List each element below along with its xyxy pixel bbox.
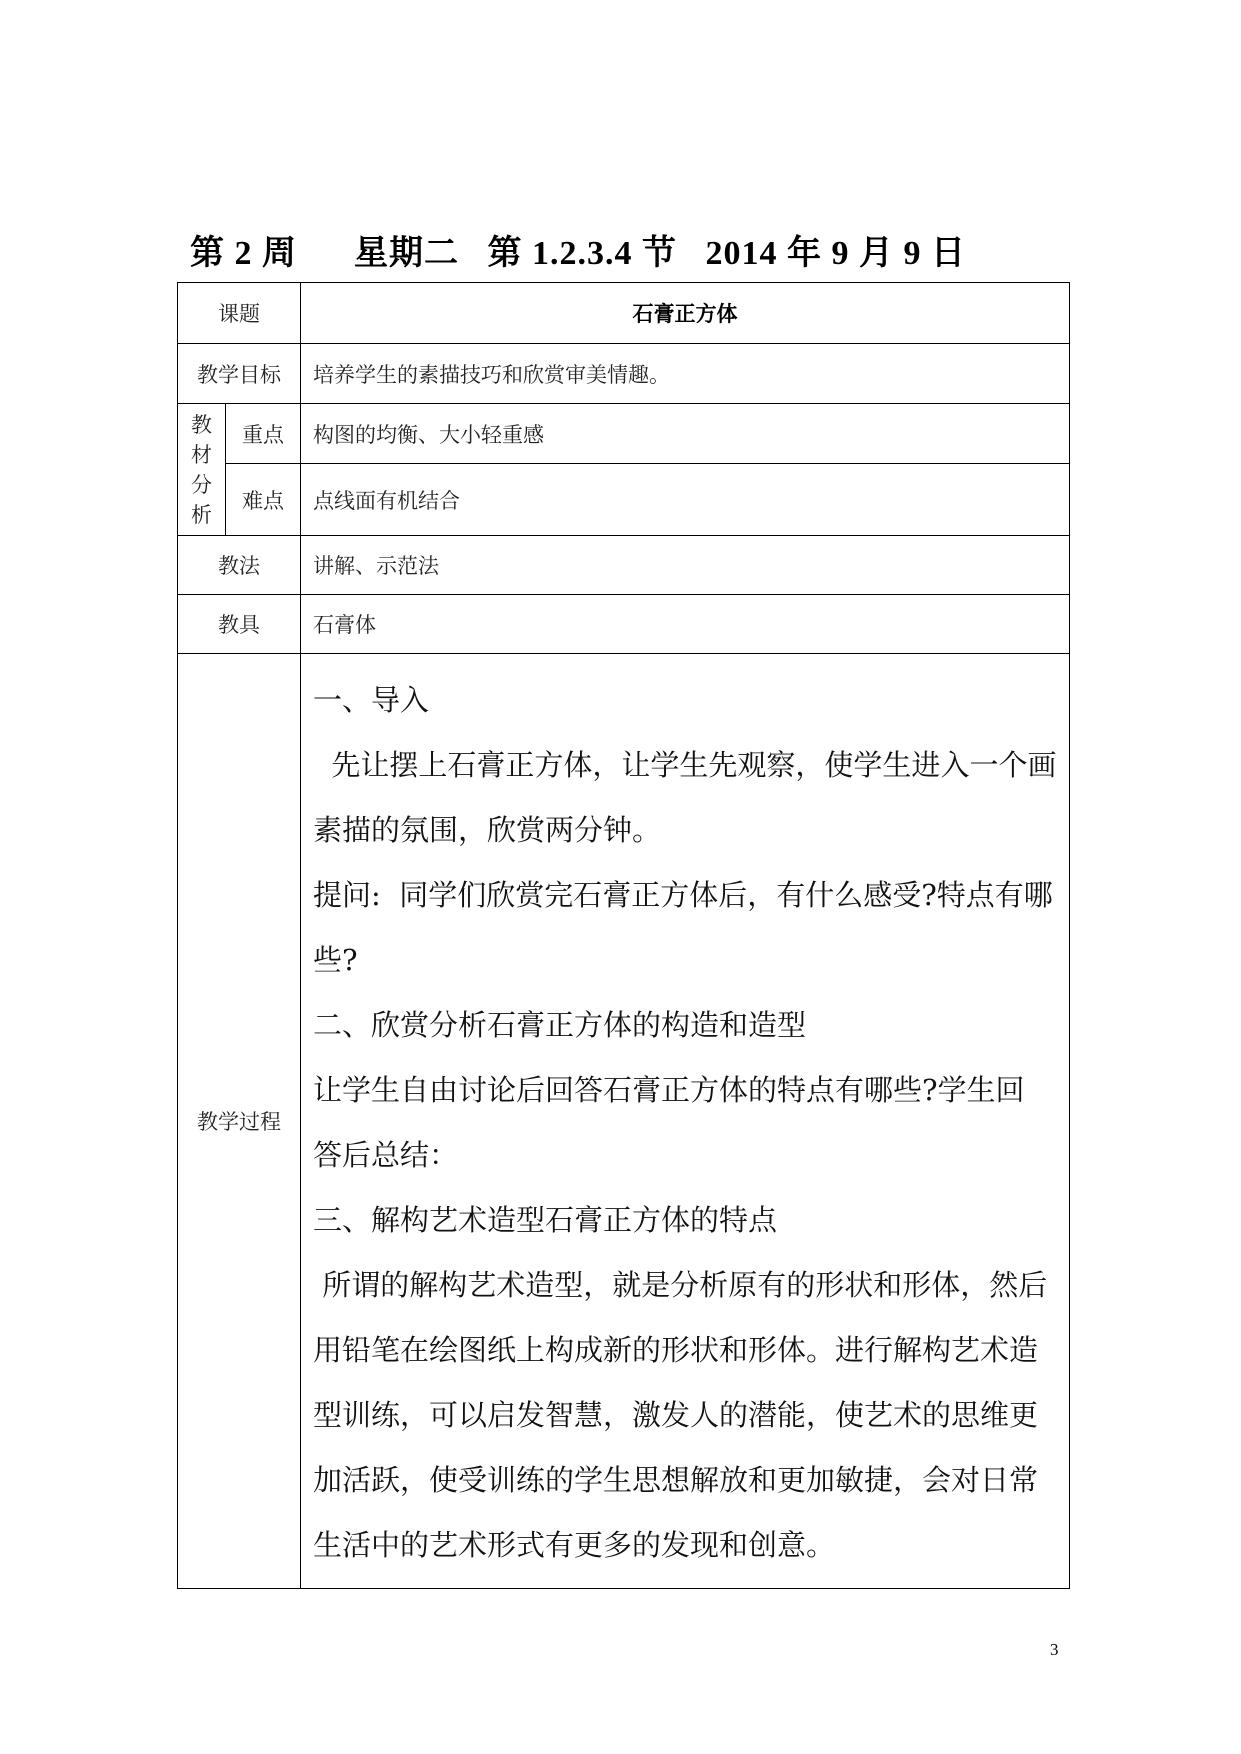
row-process <box>178 654 1070 1589</box>
row-goal <box>178 344 1070 404</box>
method-value: 讲解、示范法 <box>301 536 1070 595</box>
process-line: 三、解构艺术造型石膏正方体的特点 <box>313 1203 778 1237</box>
row-method <box>178 536 1070 595</box>
process-label: 教学过程 <box>178 654 301 1589</box>
key-point-label: 重点 <box>226 404 301 464</box>
topic-value: 石膏正方体 <box>301 283 1070 344</box>
process-line: 二、欣赏分析石膏正方体的构造和造型 <box>313 1008 807 1042</box>
process-line: 答后总结： <box>313 1138 459 1172</box>
process-line: 素描的氛围，欣赏两分钟。 <box>313 813 662 847</box>
method-label: 教法 <box>178 536 301 595</box>
process-line: 先让摆上石膏正方体，让学生先观察，使学生进入一个画 <box>313 748 1057 782</box>
analysis-char-1: 教 <box>191 412 212 437</box>
process-content <box>301 654 1070 1589</box>
difficulty-value: 点线面有机结合 <box>301 464 1070 536</box>
difficulty-label: 难点 <box>226 464 301 536</box>
goal-label: 教学目标 <box>178 344 301 404</box>
row-key-point <box>178 404 1070 464</box>
topic-label: 课题 <box>178 283 301 344</box>
key-point-value: 构图的均衡、大小轻重感 <box>301 404 1070 464</box>
process-line: 让学生自由讨论后回答石膏正方体的特点有哪些?学生回 <box>313 1073 1025 1107</box>
process-line: 用铅笔在绘图纸上构成新的形状和形体。进行解构艺术造 <box>313 1333 1039 1367</box>
tools-value: 石膏体 <box>301 595 1070 654</box>
process-line: 一、导入 <box>313 683 430 717</box>
analysis-char-3: 分 <box>191 472 212 497</box>
process-line: 所谓的解构艺术造型，就是分析原有的形状和形体，然后 <box>313 1268 1048 1302</box>
goal-value: 培养学生的素描技巧和欣赏审美情趣。 <box>301 344 1070 404</box>
process-line: 提问: 同学们欣赏完石膏正方体后，有什么感受?特点有哪 <box>313 878 1053 912</box>
analysis-char-2: 材 <box>191 442 212 467</box>
tools-label: 教具 <box>178 595 301 654</box>
row-topic <box>178 283 1070 344</box>
row-tools <box>178 595 1070 654</box>
analysis-label <box>178 404 226 536</box>
lesson-plan-table <box>177 282 1070 1589</box>
page-number: 3 <box>1050 1640 1059 1659</box>
process-line: 生活中的艺术形式有更多的发现和创意。 <box>313 1528 836 1562</box>
page-header: 第 2 周 星期二 第 1.2.3.4 节 2014 年 9 月 9 日 <box>190 235 966 272</box>
analysis-char-4: 析 <box>191 502 212 527</box>
process-line: 加活跃，使受训练的学生思想解放和更加敏捷，会对日常 <box>313 1463 1039 1497</box>
row-difficulty <box>178 464 1070 536</box>
process-line: 型训练，可以启发智慧，激发人的潜能，使艺术的思维更 <box>313 1398 1039 1432</box>
process-line: 些? <box>313 943 358 977</box>
